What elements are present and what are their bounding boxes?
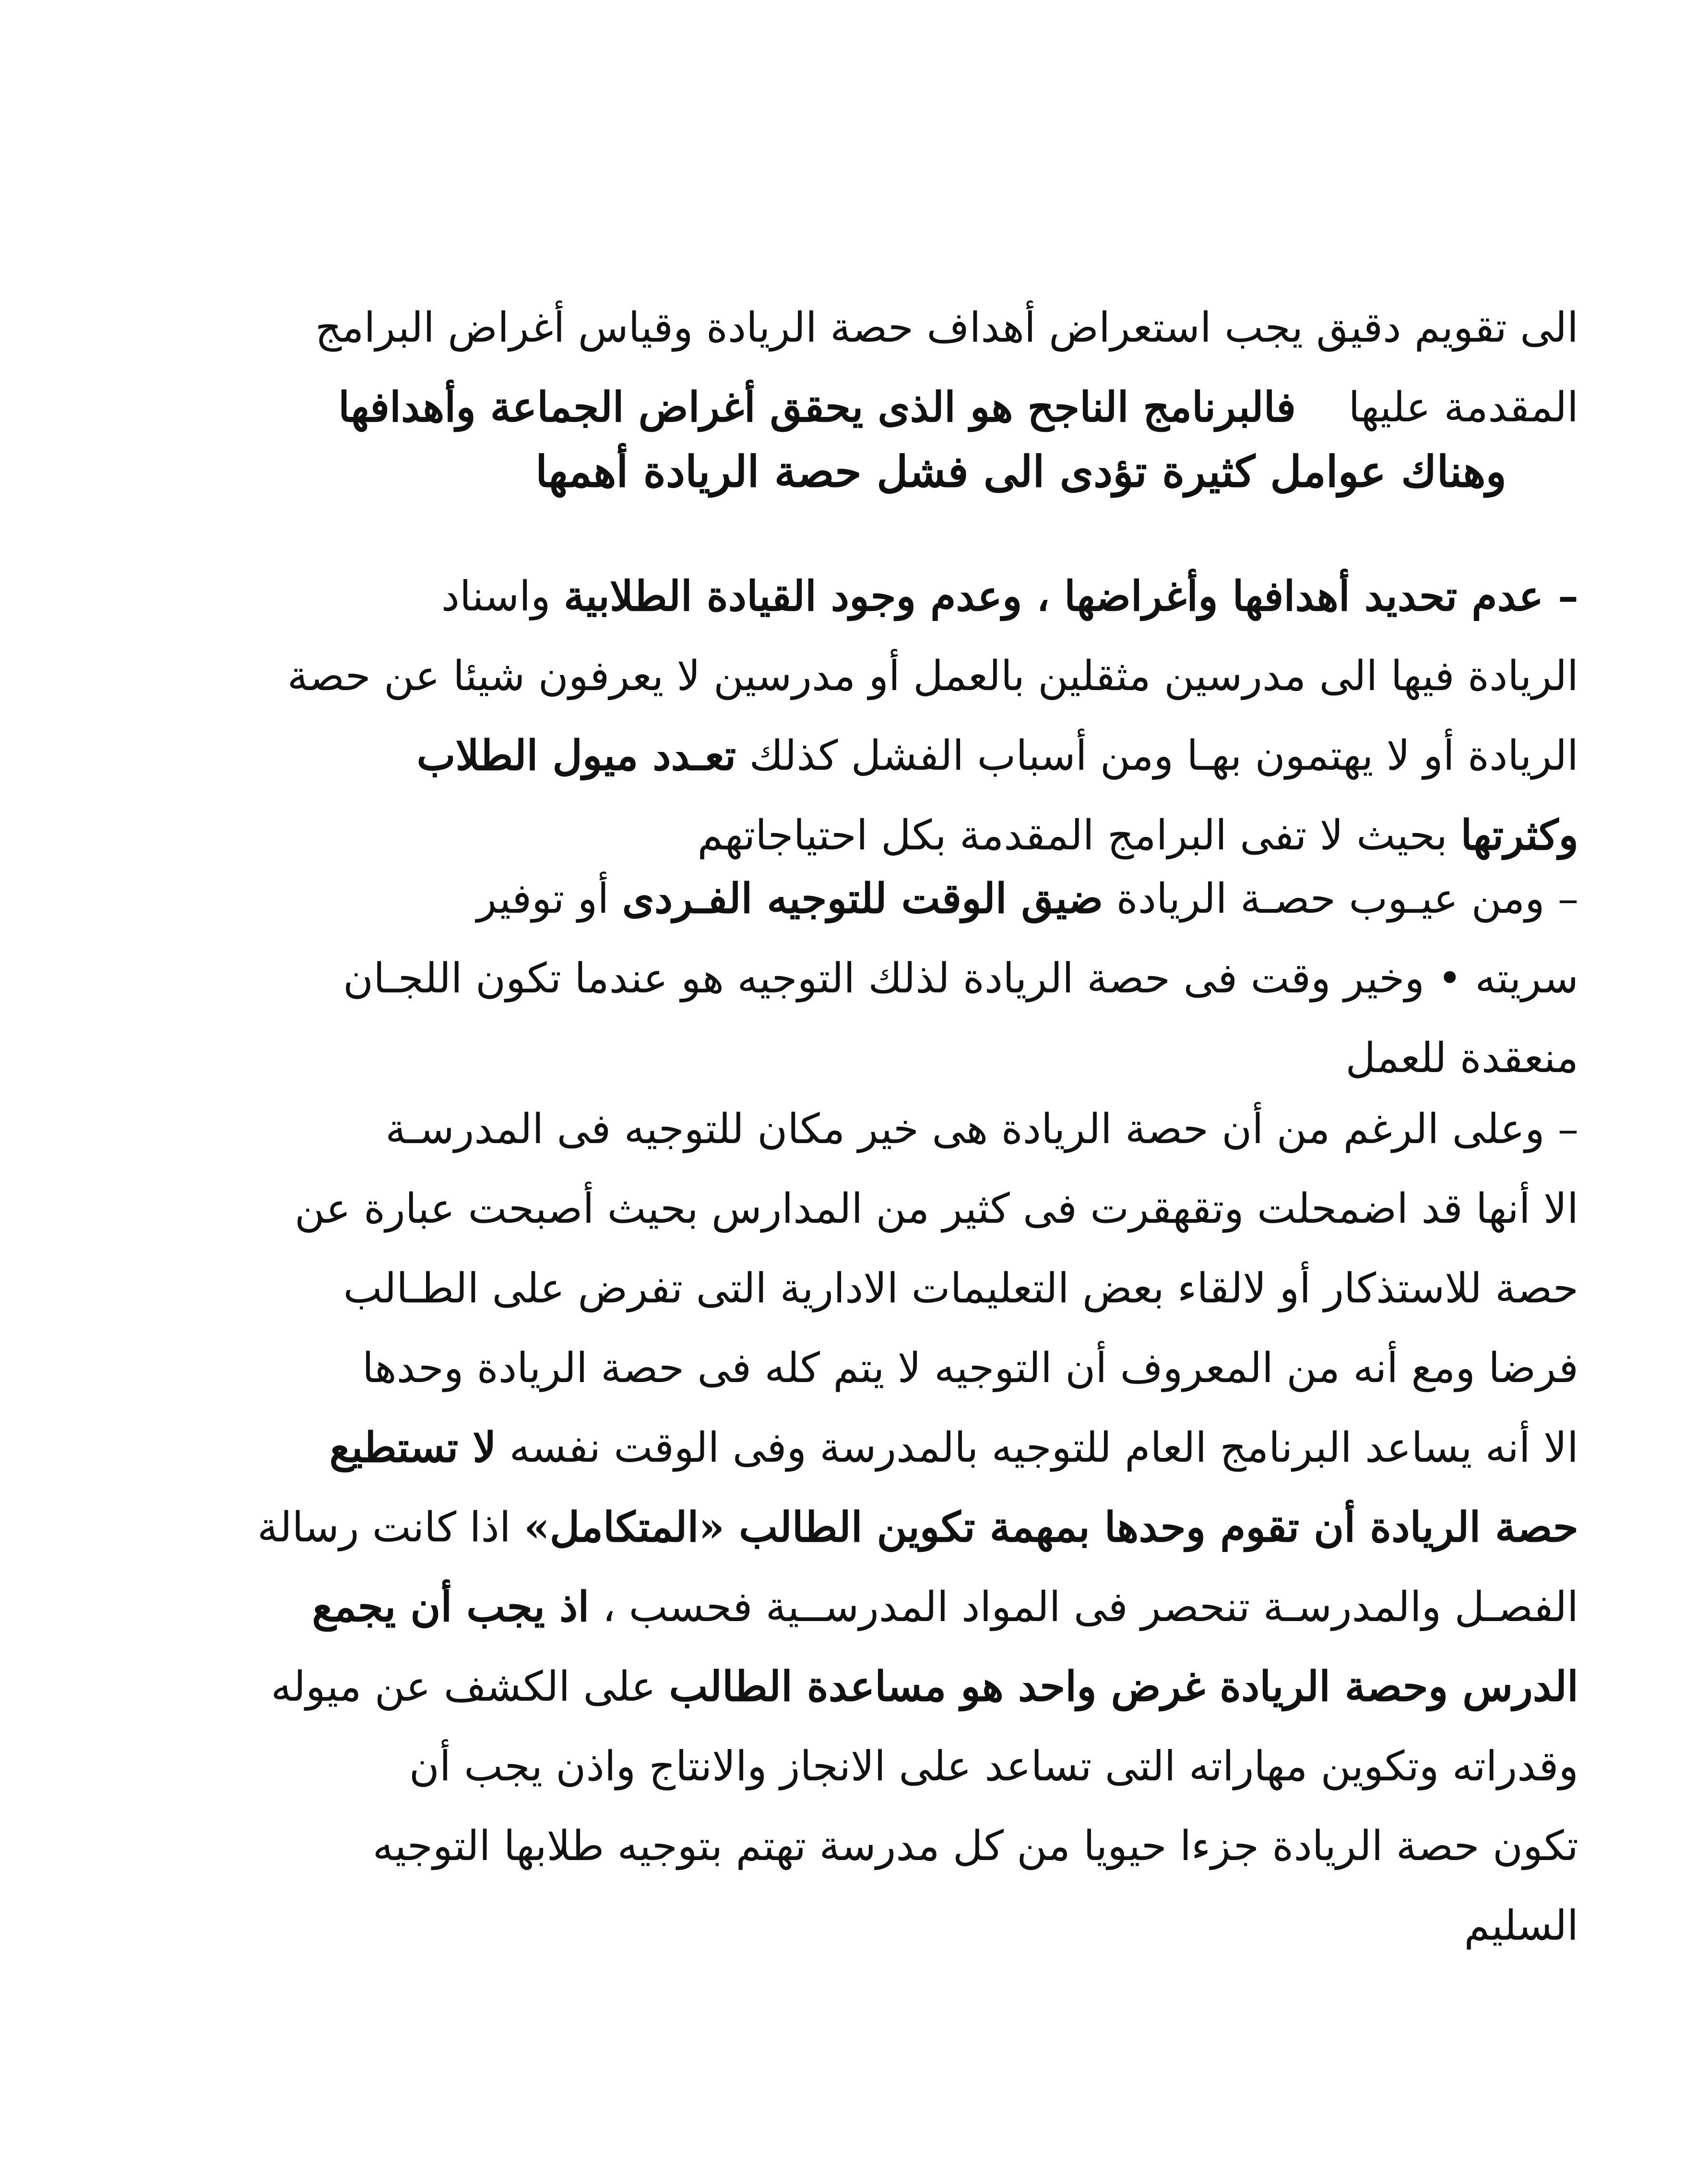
text-line: [110, 557, 1578, 636]
text-run: الريادة أو لا يهتمون بهـا ومن أسباب الفشل كذلك: [749, 732, 1578, 780]
text-run: الا أنه يساعد البرنامج العام للتوجيه بالمدرسة وفى الوقت نفسه: [509, 1424, 1578, 1472]
text-line: سريته • وخير وقت فى حصة الريادة لذلك التوجيه هو عندما تكون اللجـان: [343, 954, 1578, 1002]
text-line: [110, 716, 1578, 796]
text-run: بحيث لا تفى البرامج المقدمة بكل احتياجاتهم: [697, 811, 1447, 859]
text-line: الا أنها قد اضمحلت وتقهقرت فى كثير من المدارس بحيث أصبحت عبارة عن: [295, 1185, 1578, 1233]
text-line: [110, 1567, 1578, 1647]
bold-text-run: حصة الريادة أن تقوم وحدها بمهمة تكوين الطالب «المتكامل»: [524, 1503, 1578, 1551]
text-run: – ومن عيـوب حصـة الريادة: [1116, 875, 1578, 923]
section-heading: وهناك عوامل كثيرة تؤدى الى فشل حصة الريادة أهمها: [535, 446, 1506, 497]
bold-text-run: الدرس وحصة الريادة غرض واحد هو مساعدة الطالب: [669, 1662, 1578, 1711]
bold-text-run: ضيق الوقت للتوجيه الفـردى: [622, 874, 1103, 923]
text-line: حصة للاستذكار أو لالقاء بعض التعليمات الادارية التى تفرض على الطـالب: [343, 1264, 1578, 1312]
paragraph-intro: [110, 288, 1578, 447]
text-line: وقدراته وتكوين مهاراته التى تساعد على الانجاز والانتاج واذن يجب أن: [409, 1742, 1578, 1790]
text-run: أو توفير: [476, 875, 609, 923]
bold-text-run: – عدم تحديد أهدافها وأغراضها ، وعدم وجود القيادة الطلابية: [563, 572, 1578, 620]
text-line: الى تقويم دقيق يجب استعراض أهداف حصة الريادة وقياس أغراض البرامج: [315, 304, 1578, 352]
text-line: [110, 1488, 1578, 1567]
text-line: الريادة فيها الى مدرسين مثقلين بالعمل أو مدرسين لا يعرفون شيئا عن حصة: [287, 652, 1578, 700]
bold-text-run: وكثرتها: [1460, 811, 1578, 859]
text-line: تكون حصة الريادة جزءا حيويا من كل مدرسة تهتم بتوجيه طلابها التوجيه: [372, 1822, 1578, 1870]
text-line: فرضا ومع أنه من المعروف أن التوجيه لا يتم كله فى حصة الريادة وحدها: [362, 1344, 1578, 1392]
bold-text-run: تعـدد ميول الطلاب: [416, 731, 736, 780]
bold-text-run: فالبرنامج الناجح هو الذى يحقق أغراض الجماعة وأهدافها: [338, 383, 1296, 431]
text-line: [110, 1647, 1578, 1727]
paragraph-decline: [110, 1089, 1578, 1966]
paragraph-failure-causes: [110, 557, 1578, 875]
text-run: المقدمة عليها: [1348, 383, 1578, 431]
text-line: [110, 368, 1578, 447]
text-run: واسناد: [441, 573, 551, 620]
text-run: على الكشف عن ميوله: [271, 1663, 656, 1711]
bold-text-run: لا تستطيع: [329, 1423, 497, 1472]
text-line: [110, 859, 1578, 939]
text-line: – وعلى الرغم من أن حصة الريادة هى خير مكان للتوجيه فى المدرسـة: [385, 1105, 1578, 1153]
text-line: [110, 1408, 1578, 1488]
bold-text-run: اذ يجب أن يجمع: [312, 1583, 590, 1631]
text-line: السليم: [1464, 1902, 1578, 1950]
paragraph-time-shortage: [110, 859, 1578, 1098]
text-line: منعقدة للعمل: [1345, 1034, 1578, 1082]
text-run: الفصـل والمدرسـة تنحصر فى المواد المدرســية فحسب ،: [602, 1583, 1578, 1631]
text-run: اذا كانت رسالة: [257, 1503, 511, 1551]
